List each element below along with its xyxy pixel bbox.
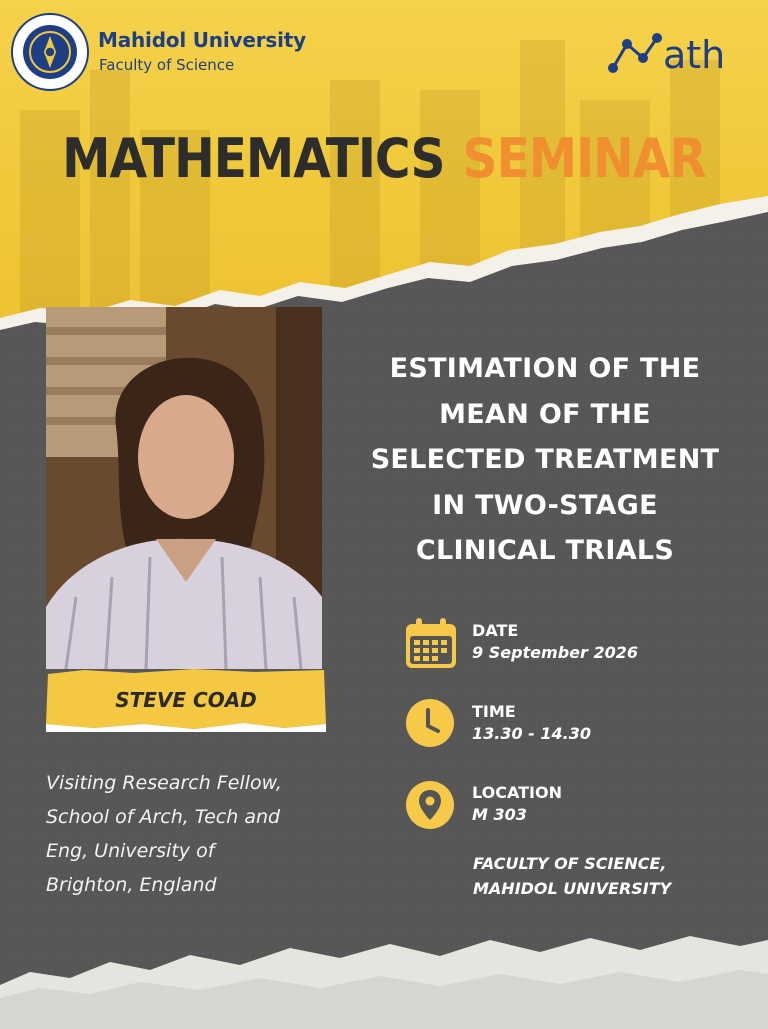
time-label: TIME: [472, 702, 516, 721]
speaker-affiliation: [46, 766, 346, 902]
calendar-icon: [404, 616, 458, 670]
talk-title-line: SELECTED TREATMENT: [370, 444, 720, 475]
title-word-mathematics: MATHEMATICS: [62, 127, 445, 190]
affiliation-line: Visiting Research Fellow,: [46, 772, 282, 794]
speaker-photo: [46, 307, 322, 669]
math-logo: [603, 24, 753, 80]
seminar-title: [0, 127, 768, 190]
faculty-name: Faculty of Science: [99, 56, 235, 74]
venue-line: FACULTY OF SCIENCE,: [473, 854, 667, 873]
talk-title: [340, 346, 750, 574]
time-value: 13.30 - 14.30: [472, 724, 591, 743]
affiliation-line: Eng, University of: [46, 840, 215, 862]
clock-icon: [405, 698, 455, 748]
math-logo-text: ath: [663, 33, 726, 77]
date-label: DATE: [472, 621, 519, 640]
speaker-name: STEVE COAD: [115, 688, 257, 712]
title-word-seminar: SEMINAR: [462, 127, 706, 190]
talk-title-line: ESTIMATION OF THE: [389, 353, 701, 384]
venue-text: [473, 851, 671, 901]
university-seal-logo: [10, 12, 90, 92]
affiliation-line: School of Arch, Tech and: [46, 806, 281, 828]
university-name: Mahidol University: [98, 28, 306, 52]
location-label: LOCATION: [472, 783, 562, 802]
network-m-icon: [608, 33, 662, 73]
talk-title-line: IN TWO-STAGE: [432, 489, 658, 521]
date-value: 9 September 2026: [472, 643, 638, 662]
affiliation-line: Brighton, England: [46, 874, 217, 896]
location-pin-icon: [405, 780, 455, 830]
location-value: M 303: [472, 805, 527, 824]
venue-line: MAHIDOL UNIVERSITY: [473, 879, 672, 898]
talk-title-line: MEAN OF THE: [439, 398, 651, 430]
talk-title-line: CLINICAL TRIALS: [415, 535, 675, 566]
